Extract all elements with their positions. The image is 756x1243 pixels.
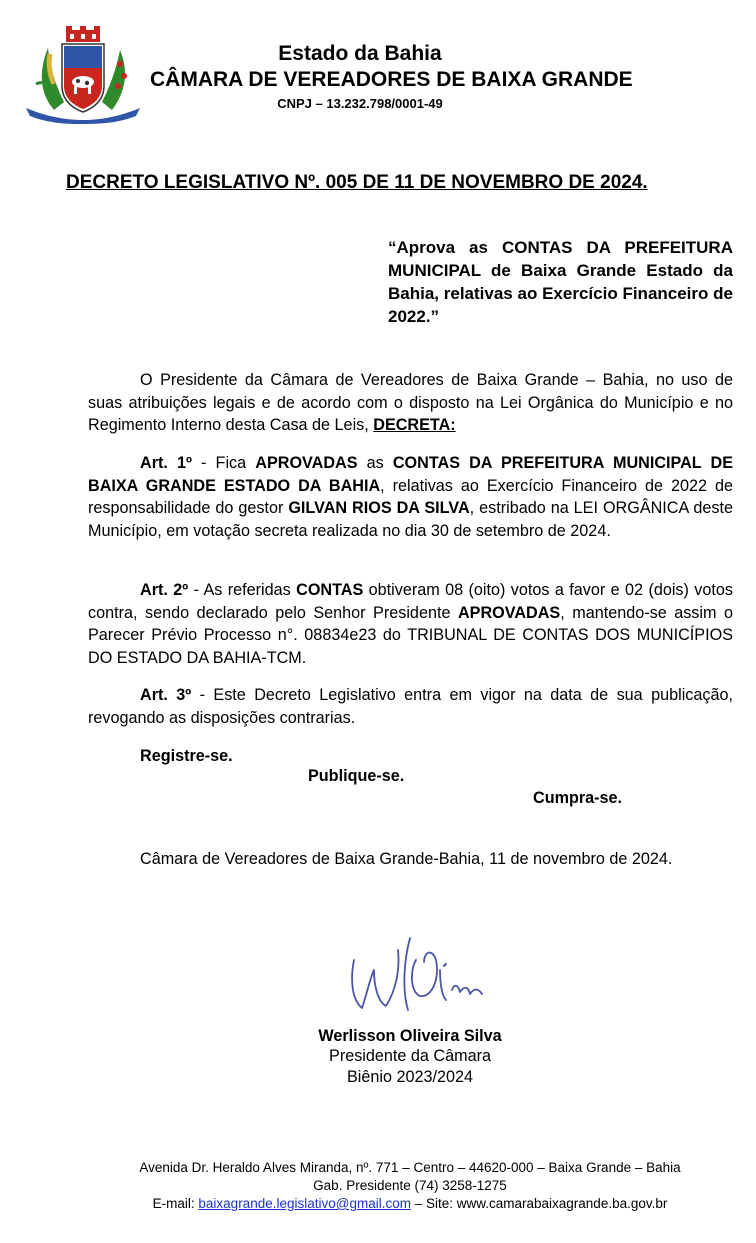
article-1-text: , estribado na LEI ORGÂNICA deste Município, em votação secreta realizada no dia 30 de setembro de 2024. bbox=[88, 499, 733, 540]
footer-email-label: E-mail: bbox=[152, 1196, 199, 1211]
article-2 bbox=[88, 579, 733, 669]
article-2-text: obtiveram 08 (oito) votos a favor e 02 (dois) votos contra, sendo declarado pelo Senhor Presidente bbox=[88, 581, 733, 622]
closing-publique: Publique-se. bbox=[308, 767, 405, 785]
article-1-bold: CONTAS DA PREFEITURA MUNICIPAL DE BAIXA GRANDE ESTADO DA BAHIA bbox=[88, 454, 733, 495]
article-1-text: as bbox=[357, 454, 393, 472]
closing-cumpra: Cumpra-se. bbox=[533, 789, 623, 807]
decree-ementa: “Aprova as CONTAS DA PREFEITURA MUNICIPAL de Baixa Grande Estado da Bahia, relativas ao Exercício Financeiro de 2022.” bbox=[388, 238, 733, 326]
article-2-label: Art. 2º bbox=[140, 581, 189, 599]
decree-title: DECRETO LEGISLATIVO Nº. 005 DE 11 DE NOVEMBRO DE 2024. bbox=[66, 172, 648, 193]
place-and-date: Câmara de Vereadores de Baixa Grande-Bahia, 11 de novembro de 2024. bbox=[140, 850, 673, 868]
article-1-text: - Fica bbox=[191, 454, 256, 472]
article-2-text: - As referidas bbox=[188, 581, 297, 599]
article-1-bold: GILVAN RIOS DA SILVA bbox=[288, 499, 470, 517]
footer-address: Avenida Dr. Heraldo Alves Miranda, nº. 771 – Centro – 44620-000 – Baixa Grande – Bahia bbox=[139, 1160, 681, 1175]
article-1 bbox=[88, 452, 733, 542]
footer-site: – Site: www.camarabaixagrande.ba.gov.br bbox=[410, 1196, 668, 1211]
intro-text: O Presidente da Câmara de Vereadores de Baixa Grande – Bahia, no uso de suas atribuições legais e de acordo com o disposto na Lei Orgânica do Município e no Regimento Interno desta Casa de Leis, bbox=[88, 371, 733, 434]
article-3-label: Art. 3º bbox=[140, 686, 192, 704]
article-2-text: , mantendo-se assim o Parecer Prévio Processo n°. 08834e23 do TRIBUNAL DE CONTAS DOS MUNICÍPIOS DO ESTADO DA BAHIA-TCM. bbox=[88, 603, 733, 667]
footer-contact bbox=[60, 1196, 756, 1211]
footer-email-link[interactable]: baixagrande.legislativo@gmail.com bbox=[198, 1196, 411, 1211]
footer-phone: Gab. Presidente (74) 3258-1275 bbox=[313, 1178, 507, 1193]
article-3 bbox=[88, 684, 733, 729]
signature-icon bbox=[340, 930, 500, 1020]
intro-paragraph bbox=[88, 369, 733, 437]
article-1-label: Art. 1º bbox=[140, 454, 192, 472]
decreta-keyword: DECRETA: bbox=[373, 416, 456, 434]
header-chamber-name: CÂMARA DE VEREADORES DE BAIXA GRANDE bbox=[150, 68, 633, 91]
header-cnpj: CNPJ – 13.232.798/0001-49 bbox=[277, 96, 443, 111]
article-2-bold: APROVADAS bbox=[457, 603, 561, 622]
article-1-bold: APROVADAS bbox=[255, 454, 358, 472]
article-3-text: - Este Decreto Legislativo entra em vigor na data de sua publicação, revogando as disposições contrarias. bbox=[88, 686, 733, 727]
header-state: Estado da Bahia bbox=[278, 42, 442, 65]
article-1-text: , relativas ao Exercício Financeiro de 2022 de responsabilidade do gestor bbox=[88, 476, 733, 517]
signatory-name: Werlisson Oliveira Silva bbox=[318, 1027, 502, 1045]
closing-registre: Registre-se. bbox=[140, 747, 233, 765]
signatory-term: Biênio 2023/2024 bbox=[346, 1068, 473, 1086]
signatory-role: Presidente da Câmara bbox=[329, 1047, 491, 1065]
coat-of-arms-icon bbox=[20, 24, 144, 124]
article-2-bold: CONTAS bbox=[296, 581, 364, 599]
